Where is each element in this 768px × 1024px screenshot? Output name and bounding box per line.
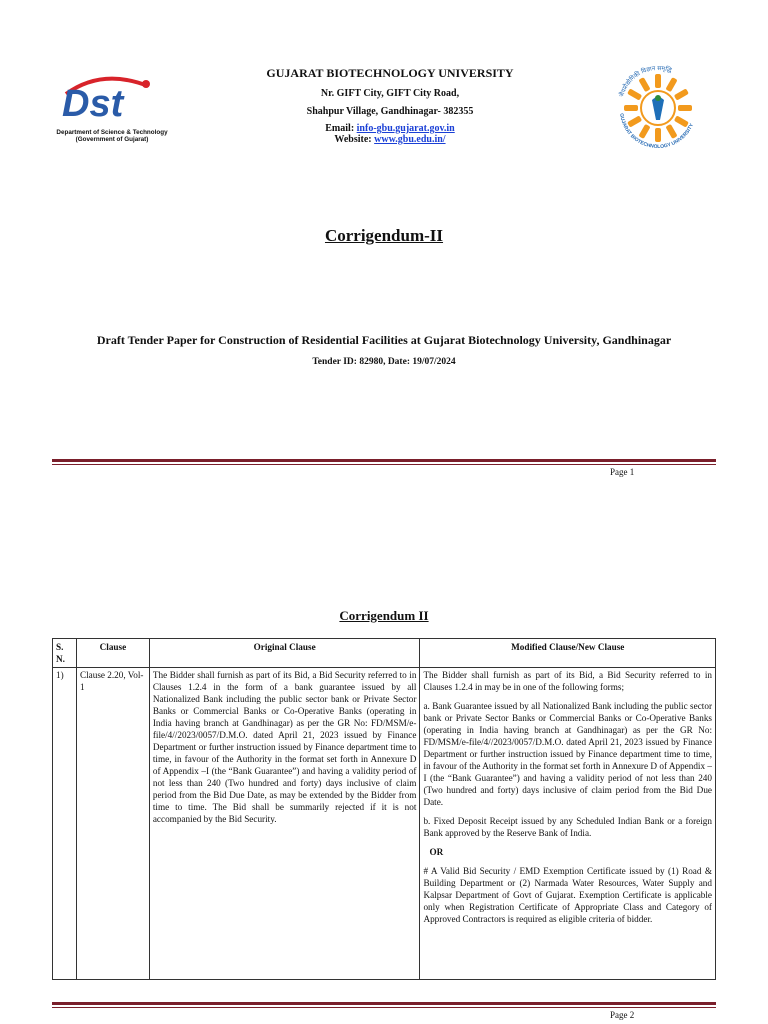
tender-id: Tender ID: 82980, Date: 19/07/2024 bbox=[312, 357, 456, 367]
modified-option-a: a. Bank Guarantee issued by all Nationalized Bank including the public sector bank or Private Sector Banks or Commercial Banks or Co-Operative Banks (operating in India having branch at Gandhinagar) as per the GR No: FD/MSM/e-file/4//2023/0057/D.M.O. dated April 21, 2023 issued by Finance Department or further instruction issued by Finance department time to time, in favour of the Authority in the format set forth in Annexure D of Appendix –I (the “Bank Guarantee”) and having a validity period of not less than 240 (Two hundred and forty) days inclusive of claim period from the Bid Due Date. bbox=[423, 701, 712, 807]
page2-footer-rule bbox=[52, 1002, 716, 1008]
page2-title: Corrigendum II bbox=[339, 608, 429, 623]
modified-option-b: b. Fixed Deposit Receipt issued by any Scheduled Indian Bank or a foreign Bank approved by the Reserve Bank of India. bbox=[423, 816, 712, 838]
page1-title: Corrigendum-II bbox=[324, 226, 444, 245]
email-label: Email: bbox=[325, 123, 355, 134]
dst-caption-1: Department of Science & Technology bbox=[56, 129, 168, 136]
table-row bbox=[53, 668, 716, 980]
modified-or: OR bbox=[429, 847, 444, 857]
email-link[interactable]: info-gbu.gujarat.gov.in bbox=[356, 123, 455, 134]
table-header-row bbox=[53, 639, 716, 668]
address-line-1: Nr. GIFT City, GIFT City Road, bbox=[320, 88, 460, 99]
dst-logo bbox=[52, 72, 172, 142]
page2-number: Page 2 bbox=[610, 1010, 635, 1020]
website-link[interactable]: www.gbu.edu.in/ bbox=[374, 134, 446, 145]
gbu-ring-text-top: जैवप्रौद्योगिकी विज्ञान समृद्धि bbox=[618, 64, 673, 98]
header-original-clause: Original Clause bbox=[149, 639, 420, 668]
gbu-logo-mark bbox=[608, 54, 708, 158]
university-name: GUJARAT BIOTECHNOLOGY UNIVERSITY bbox=[266, 66, 514, 80]
website-label: Website: bbox=[334, 134, 372, 145]
page1-number: Page 1 bbox=[610, 467, 635, 477]
header-sn: S. N. bbox=[53, 639, 77, 668]
dst-logo-text: Dst bbox=[62, 83, 124, 120]
page1-footer-rule bbox=[52, 459, 716, 465]
website-line bbox=[240, 134, 540, 145]
row-clause: Clause 2.20, Vol-1 bbox=[76, 668, 149, 980]
row-sn: 1) bbox=[53, 668, 77, 980]
gbu-logo bbox=[608, 54, 708, 158]
row-original-clause: The Bidder shall furnish as part of its Bid, a Bid Security referred to in Clauses 1.2.4 in the form of a bank guarantee issued by all Nationalized Bank including the public sector bank or Private Sector Banks or Commercial Banks or Co-Operative Banks (operating in India having branch at Gandhinagar) as per the GR No: FD/MSM/e-file/4//2023/0057/D.M.O. dated April 21, 2023 issued by Finance Department or further instruction issued by Finance department time to time, in favour of the Authority in the format set forth in Annexure D of Appendix –I (the “Bank Guarantee”) and having a validity period of not less than 240 (Two hundred and forty) days inclusive of claim period from the Bid Due Date, as may be extended by the Bidder from time to time. The Bid shall be summarily rejected if it is not accompanied by the Bid Security. bbox=[149, 668, 420, 980]
modified-intro: The Bidder shall furnish as part of its Bid, a Bid Security referred to in Clauses 1.2.4 in may be in one of the following forms; bbox=[423, 670, 712, 692]
gbu-ring-text-bottom: GUJARAT BIOTECHNOLOGY UNIVERSITY bbox=[618, 112, 696, 151]
dst-logo-mark bbox=[52, 72, 172, 120]
row-modified-clause bbox=[420, 668, 716, 980]
modified-option-c: # A Valid Bid Security / EMD Exemption Certificate issued by (1) Road & Building Department or (2) Narmada Water Resources, Water Supply and Kalpsar Department of Govt of Gujarat. Exemption Certificate is applicable only when Registration Certificate of Appropriate Class and Category of Approved Contractors is required as eligible criteria of bidder. bbox=[423, 866, 712, 924]
corrigendum-table bbox=[52, 638, 716, 980]
tender-subject: Draft Tender Paper for Construction of Residential Facilities at Gujarat Biotechnology University, Gandhinagar bbox=[96, 333, 672, 347]
email-line bbox=[240, 123, 540, 134]
header-clause: Clause bbox=[76, 639, 149, 668]
dst-caption-2: (Government of Gujarat) bbox=[75, 136, 149, 143]
address-line-2: Shahpur Village, Gandhinagar- 382355 bbox=[306, 106, 474, 117]
header-modified-clause: Modified Clause/New Clause bbox=[420, 639, 716, 668]
